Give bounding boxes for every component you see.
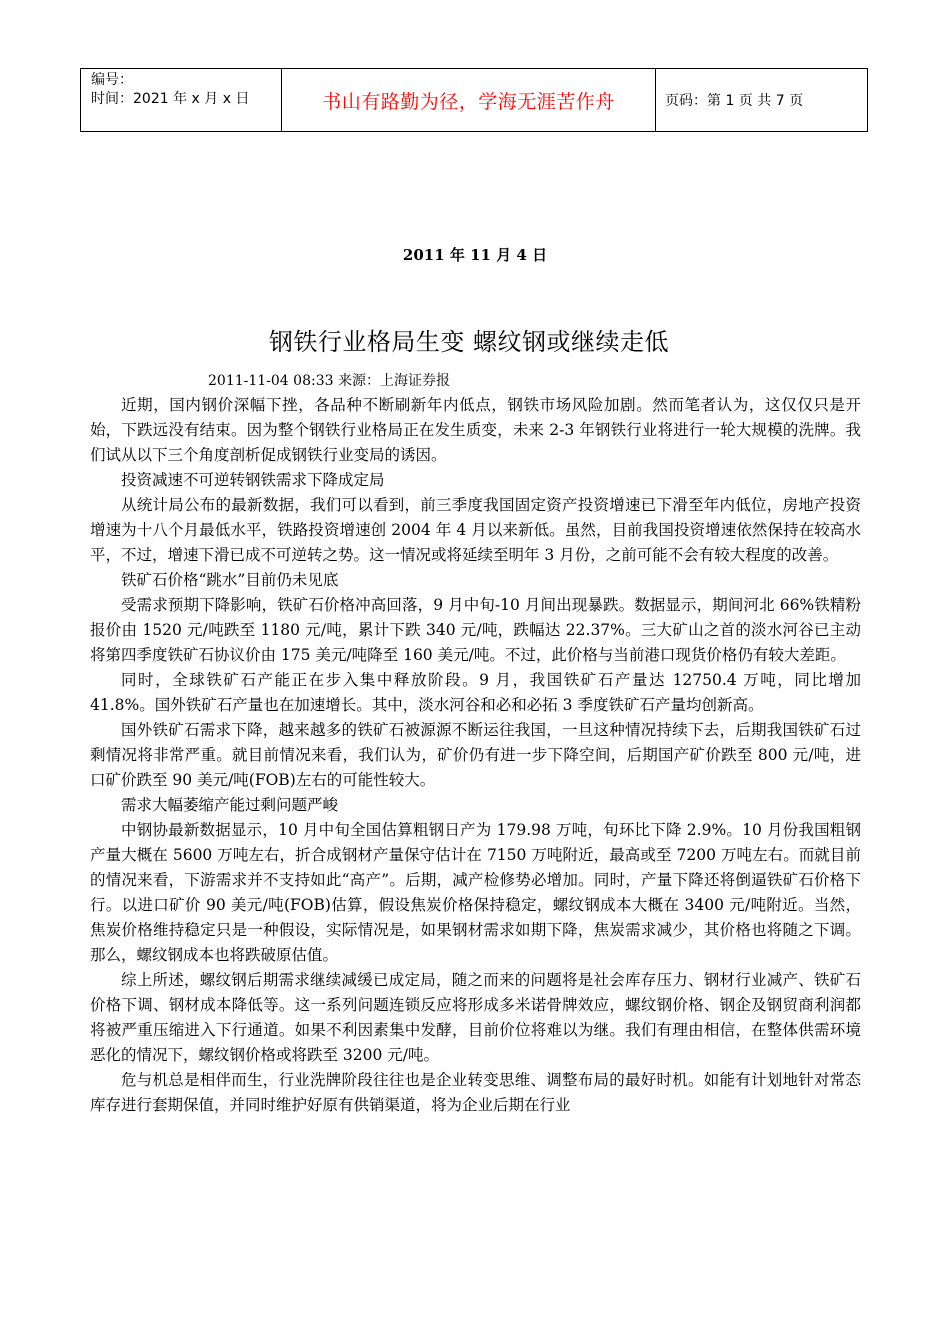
header-meta-cell — [81, 69, 282, 131]
article-title: 钢铁行业格局生变 螺纹钢或继续走低 — [268, 328, 670, 356]
paragraph: 近期，国内钢价深幅下挫，各品种不断刷新年内低点，钢铁市场风险加剧。然而笔者认为，这仅仅只是开始，下跌远没有结束。因为整个钢铁行业格局正在发生质变，未来 2-3 年钢铁行业将进行一轮大规模的洗牌。我们试从以下三个角度剖析促成钢铁行业变局的诱因。 — [90, 396, 861, 464]
paragraph: 从统计局公布的最新数据，我们可以看到，前三季度我国固定资产投资增速已下滑至年内低位，房地产投资增速为十八个月最低水平，铁路投资增速创 2004 年 4 月以来新低。虽然，目前我国投资增速依然保持在较高水平，不过，增速下滑已成不可逆转之势。这一情况或将延续至明年 3 月份，之前可能不会有较大程度的改善。 — [90, 496, 861, 564]
header-table — [80, 68, 868, 132]
section-heading: 投资减速不可逆转钢铁需求下降成定局 — [121, 471, 385, 489]
motto-cell — [282, 69, 656, 131]
article-body — [90, 393, 861, 1118]
document-date: 2011 年 11 月 4 日 — [402, 246, 548, 264]
page-info-cell — [656, 69, 867, 131]
paragraph: 中钢协最新数据显示，10 月中旬全国估算粗钢日产为 179.98 万吨，旬环比下降 2.9%。10 月份我国粗钢产量大概在 5600 万吨左右，折合成钢材产量保守估计在 7150 万吨附近，最高或至 7200 万吨左右。而就目前的情况来看，下游需求并不支持如此“高产”。后期，减产检修势必增加。同时，产量下降还将倒逼铁矿石价格下行。以进口矿价 90 美元/吨(FOB)估算，假设焦炭价格保持稳定，螺纹钢成本大概在 3400 元/吨附近。当然，焦炭价格维持稳定只是一种假设，实际情况是，如果钢材需求如期下降，焦炭需求减少，其价格也将随之下调。那么，螺纹钢成本也将跌破原估值。 — [90, 821, 861, 964]
section-heading: 铁矿石价格“跳水”目前仍未见底 — [121, 571, 339, 589]
time-label: 时间：2021 年 x 月 x 日 — [91, 91, 250, 107]
page-info: 页码：第 1 页 共 7 页 — [665, 93, 804, 109]
paragraph: 国外铁矿石需求下降，越来越多的铁矿石被源源不断运往我国，一旦这种情况持续下去，后期我国铁矿石过剩情况将非常严重。就目前情况来看，我们认为，矿价仍有进一步下降空间，后期国产矿价跌至 800 元/吨，进口矿价跌至 90 美元/吨(FOB)左右的可能性较大。 — [90, 721, 861, 789]
section-heading: 需求大幅萎缩产能过剩问题严峻 — [121, 796, 339, 814]
motto-text: 书山有路勤为径，学海无涯苦作舟 — [322, 90, 615, 113]
paragraph: 综上所述，螺纹钢后期需求继续减缓已成定局，随之而来的问题将是社会库存压力、钢材行业减产、铁矿石价格下调、钢材成本降低等。这一系列问题连锁反应将形成多米诺骨牌效应，螺纹钢价格、钢企及钢贸商利润都将被严重压缩进入下行通道。如果不利因素集中发酵，目前价位将难以为继。我们有理由相信，在整体供需环境恶化的情况下，螺纹钢价格或将跌至 3200 元/吨。 — [90, 971, 861, 1064]
paragraph: 同时，全球铁矿石产能正在步入集中释放阶段。9 月，我国铁矿石产量达 12750.4 万吨，同比增加 41.8%。国外铁矿石产量也在加速增长。其中，淡水河谷和必和必拓 3 季度铁矿石产量均创新高。 — [90, 671, 861, 714]
number-label: 编号： — [91, 72, 133, 88]
article-meta: 2011-11-04 08:33 来源：上海证券报 — [208, 373, 450, 389]
paragraph: 危与机总是相伴而生，行业洗牌阶段往往也是企业转变思维、调整布局的最好时机。如能有计划地针对常态库存进行套期保值，并同时维护好原有供销渠道，将为企业后期在行业 — [90, 1071, 861, 1114]
paragraph: 受需求预期下降影响，铁矿石价格冲高回落，9 月中旬-10 月间出现暴跌。数据显示，期间河北 66%铁精粉报价由 1520 元/吨跌至 1180 元/吨，累计下跌 340 元/吨，跌幅达 22.37%。三大矿山之首的淡水河谷已主动将第四季度铁矿石协议价由 175 美元/吨降至 160 美元/吨。不过，此价格与当前港口现货价格仍有较大差距。 — [90, 596, 861, 664]
